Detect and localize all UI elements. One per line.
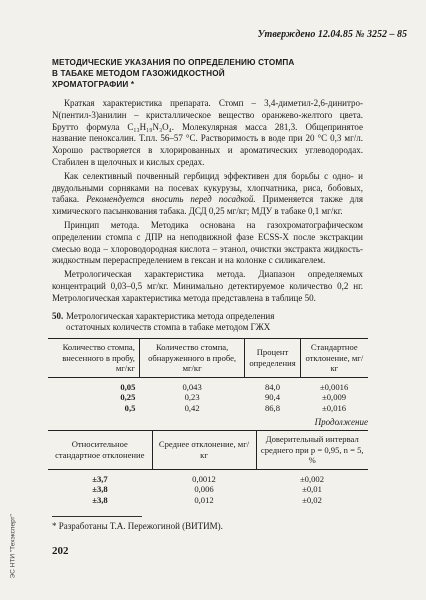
page-number: 202 bbox=[52, 545, 69, 557]
side-stamp: ЭС НТИ "Техэксперт" bbox=[9, 514, 17, 579]
header-found: Количество стомпа, обнаруженного в пробе, мг/кг bbox=[139, 339, 244, 378]
metrology-table bbox=[48, 338, 368, 413]
title-line-3: ХРОМАТОГРАФИИ * bbox=[52, 80, 135, 89]
document-title bbox=[52, 57, 352, 90]
paragraph-usage bbox=[52, 171, 363, 218]
header-confidence: Доверительный интервал среднего при p = 0,95, n = 5, % bbox=[256, 431, 368, 470]
header-mean-dev: Среднее отклонение, мг/кг bbox=[152, 431, 256, 470]
continuation-label: Продолжение bbox=[314, 417, 368, 427]
paragraph-characteristics: Краткая характеристика препарата. Стомп – 3,4-диметил-2,6-динитро-N(пентил-3)анилин – кристаллическое вещество оранжево-желтого цвета. Брутто формула C₁₃H₁₉N₃O₄. Молекулярная масса 281,3. Общепринятое название пеноксалин. Т.пл. 56–57 °С. Растворимость в воде при 20 °С 0,3 мг/л. Хорошо растворяется в хлорированных и ароматических углеводородах. Стабилен в щелочных и кислых средах. bbox=[52, 98, 363, 167]
footnote-divider bbox=[52, 516, 142, 517]
usage-italic: Рекомендуется вносить перед посадкой. bbox=[86, 194, 256, 205]
approval-note: Утверждено 12.04.85 № 3252 – 85 bbox=[257, 29, 407, 40]
table-row: 0,25 0,23 90,4 ±0,009 bbox=[120, 392, 347, 403]
usage-text-b: Применяется также для химического пасынкования табака. ДСД 0,25 мг/кг; МДУ в табаке 0,1 мг/кг. bbox=[52, 194, 363, 217]
title-line-1: МЕТОДИЧЕСКИЕ УКАЗАНИЯ ПО ОПРЕДЕЛЕНИЮ СТОМПА bbox=[52, 58, 295, 67]
table-row: ±3,8 0,006 ±0,01 bbox=[92, 484, 322, 495]
caption-line-2: остаточных количеств стомпа в табаке методом ГЖХ bbox=[66, 322, 271, 332]
table-row: 0,05 0,043 84,0 ±0,0016 bbox=[120, 381, 349, 392]
header-added: Количество стомпа, внесенного в пробу, мг/кг bbox=[48, 339, 139, 378]
header-rel-std-dev: Относительное стандартное отклонение bbox=[48, 431, 152, 470]
title-line-2: В ТАБАКЕ МЕТОДОМ ГАЗОЖИДКОСТНОЙ bbox=[52, 69, 225, 78]
paragraph-metrology: Метрологическая характеристика метода. Диапазон определяемых концентраций 0,03–0,5 мг/кг. Минимально детектируемое количество 0,2 нг. Метрологическая характеристика метода представлена в таблице 50. bbox=[52, 269, 363, 303]
header-std-dev: Стандартное отклонение, мг/кг bbox=[300, 339, 368, 378]
table-row: ±3,8 0,012 ±0,02 bbox=[92, 494, 322, 505]
table-row: 0,5 0,42 86,8 ±0,016 bbox=[124, 402, 347, 413]
table-row: ±3,7 0,0012 ±0,002 bbox=[92, 473, 325, 484]
usage-text-a: Как селективный почвенный гербицид эффективен для борьбы с одно- и двудольными сорняками на посевах кукурузы, хлопчатника, риса, бобовых, табака. bbox=[52, 170, 363, 205]
paragraph-principle: Принцип метода. Методика основана на газохроматографическом определении стомпа с ДПР на неподвижной фазе ECSS-X после экстракции смесью вода – хлороводородная кислота – этанол, очистки экстракта жидкость-жидкостным перераспределением в гексан и на колонке с силикагелем. bbox=[52, 219, 363, 266]
metrology-table-continued bbox=[48, 430, 368, 505]
header-percent: Процент определения bbox=[245, 339, 300, 378]
table-caption bbox=[52, 311, 363, 333]
body-text bbox=[52, 98, 363, 307]
caption-line-1: Метрологическая характеристика метода определения bbox=[66, 311, 275, 321]
table-number: 50. bbox=[52, 311, 64, 321]
footnote: * Разработаны Т.А. Пережогиной (ВИТИМ). bbox=[52, 521, 223, 531]
